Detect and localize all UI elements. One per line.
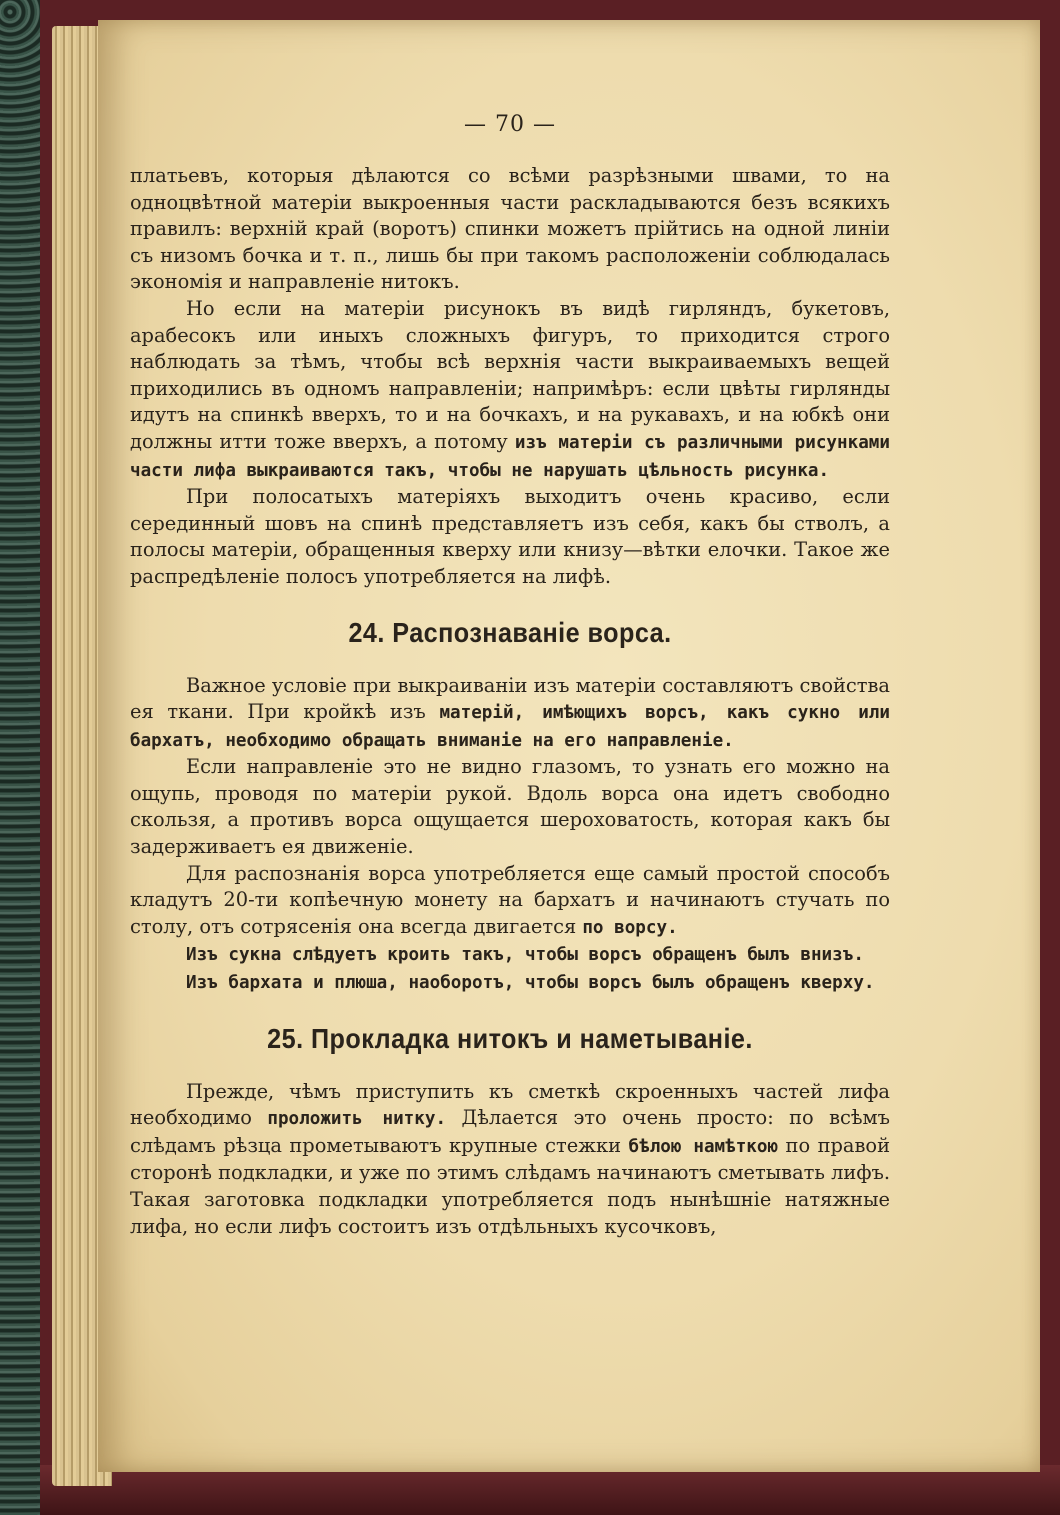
text-run: Для распознанія ворса употребляется еще самый простой способъ кладутъ 20-ти копѣечную монету на бархатъ и начинаютъ стучать по столу, отъ сотрясенія она всегда двигается	[130, 861, 890, 938]
section-24-body	[130, 673, 890, 997]
paragraph	[130, 484, 890, 590]
section-intro	[130, 163, 890, 591]
bold-text-run: по ворсу.	[582, 917, 678, 938]
text-run: Дѣлается это очень просто: по всѣмъ слѣдамъ рѣзца прометываютъ крупные стежки	[130, 1106, 890, 1157]
section-25-body	[130, 1079, 890, 1241]
paragraph	[130, 941, 890, 969]
text-run: по правой сторонѣ подкладки, и уже по этимъ слѣдамъ начинаютъ сметывать лифъ. Такая заготовка подкладки употребляется подъ нынѣшніе натяжные лифа, но если лифъ состоитъ изъ отдѣльныхъ кусочковъ,	[130, 1133, 891, 1238]
bold-text-run: матерій, имѣющихъ ворсъ, какъ сукно или бархатъ, необходимо обращать вниманіе на его направленіе.	[130, 703, 890, 751]
text-run: Но если на матеріи рисунокъ въ видѣ гирляндъ, букетовъ, арабесокъ или иныхъ сложныхъ фигуръ, то приходится строго наблюдать за тѣмъ, чтобы всѣ верхнія части выкраиваемыхъ вещей приходились въ одномъ направленіи; напримѣръ: если цвѣты гирлянды идутъ на спинкѣ вверхъ, то и на бочкахъ, и на рукавахъ, и на юбкѣ они должны итти тоже вверхъ, а потому	[130, 296, 890, 453]
bold-text-run: Изъ бархата и плюша, наоборотъ, чтобы ворсъ былъ обращенъ кверху.	[186, 973, 875, 994]
text-run: Важное условіе при выкраиваніи изъ матеріи составляютъ свойства ея ткани. При кройкѣ изъ	[130, 673, 890, 724]
paragraph	[130, 673, 890, 755]
section-heading-25: 25. Прокладка нитокъ и наметываніе.	[267, 1022, 753, 1054]
text-run: платьевъ, которыя дѣлаются со всѣми разрѣзными швами, то на одноцвѣтной матеріи выкроенныя части раскладываются безъ всякихъ правилъ: верхній край (воротъ) спинки можетъ прійтись на одной линіи съ низомъ бочка и т. п., лишь бы при такомъ расположеніи соблюдалась экономія и направленіе нитокъ.	[130, 164, 890, 294]
book-cover-bottom	[40, 1465, 1060, 1515]
bold-text-run: проложить нитку.	[267, 1109, 447, 1130]
text-run: Прежде, чѣмъ приступить къ сметкѣ скроенныхъ частей лифа необходимо	[130, 1079, 890, 1130]
paragraph	[130, 163, 890, 296]
paragraph	[130, 861, 890, 942]
bold-text-run: бѣлою намѣткою	[628, 1136, 779, 1157]
paragraph	[130, 754, 890, 860]
text-run: Если направленіе это не видно глазомъ, то узнать его можно на ощупь, проводя по матеріи рукой. Вдоль ворса она идетъ свободно скользя, а противъ ворса ощущается шероховатость, которая какъ бы задерживаетъ ея движеніе.	[130, 755, 890, 859]
page-text	[130, 112, 890, 1240]
paragraph	[130, 969, 890, 997]
page-number: — 70 —	[464, 112, 556, 137]
text-run: При полосатыхъ матеріяхъ выходитъ очень красиво, если серединный шовъ на спинѣ представляетъ изъ себя, какъ бы стволъ, а полосы матеріи, обращенныя кверху или книзу—вѣтки елочки. Такое же распредѣленіе полосъ употребляется на лифѣ.	[130, 485, 890, 588]
section-heading-24: 24. Распознаваніе ворса.	[348, 616, 672, 648]
paragraph	[130, 1079, 890, 1241]
paragraph	[130, 296, 890, 484]
bold-text-run: изъ матеріи съ различными рисунками части лифа выкраиваются такъ, чтобы не нарушать цѣльность рисунка.	[130, 432, 890, 481]
bold-text-run: Изъ сукна слѣдуетъ кроить такъ, чтобы ворсъ обращенъ былъ внизъ.	[186, 945, 864, 966]
